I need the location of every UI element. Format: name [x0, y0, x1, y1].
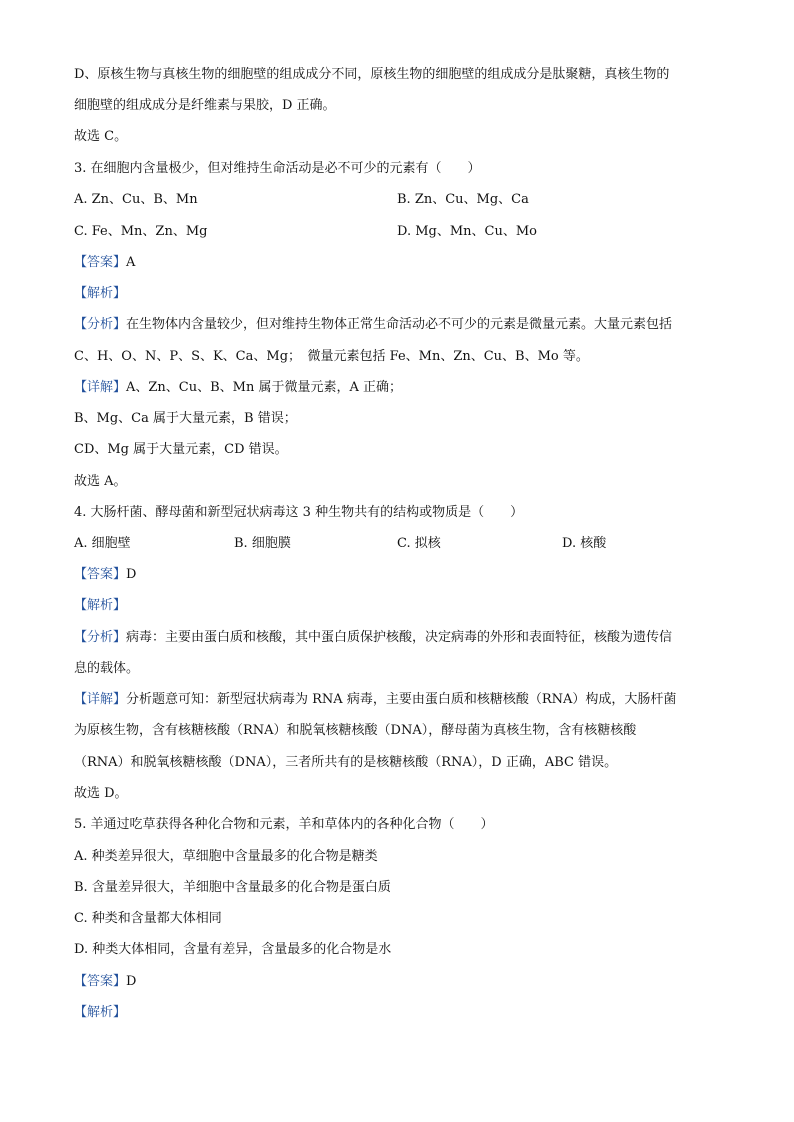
q3-conclusion: 故选 A。 — [74, 474, 127, 489]
answer-tag: 【答案】 — [74, 974, 127, 989]
q3-options-row1 — [74, 191, 724, 209]
q3-option-c: C. Fe、Mn、Zn、Mg — [74, 224, 208, 239]
q4-xiangjie — [74, 691, 724, 709]
q4-stem: 4. 大肠杆菌、酵母菌和新型冠状病毒这 3 种生物共有的结构或物质是（ ） — [74, 505, 524, 520]
q3-fenxi-text: 在生物体内含量较少，但对维持生物体正常生命活动必不可少的元素是微量元素。大量元素包括 — [126, 317, 673, 332]
q4-xiangjie-cont1: 为原核生物，含有核糖核酸（RNA）和脱氧核糖核酸（DNA），酵母菌为真核生物，含有核糖核酸 — [74, 723, 637, 738]
q4-analysis-heading — [74, 597, 724, 615]
q4-answer — [74, 566, 724, 584]
fenxi-tag: 【分析】 — [74, 317, 127, 332]
q4-xiangjie-text: 分析题意可知：新型冠状病毒为 RNA 病毒，主要由蛋白质和核糖核酸（RNA）构成，大肠杆菌 — [126, 692, 677, 707]
q3-options-row2 — [74, 223, 724, 241]
analysis-tag: 【解析】 — [74, 1005, 127, 1020]
q5-option-d: D. 种类大体相同，含量有差异，含量最多的化合物是水 — [74, 942, 392, 957]
q3-option-a: A. Zn、Cu、B、Mn — [74, 192, 198, 207]
q3-fenxi-cont: C、H、O、N、P、S、K、Ca、Mg； 微量元素包括 Fe、Mn、Zn、Cu、B、Mo 等。 — [74, 349, 589, 364]
q4-fenxi-cont: 息的载体。 — [74, 661, 140, 676]
q5-answer — [74, 973, 724, 991]
q4-xiangjie-cont2: （RNA）和脱氧核糖核酸（DNA），三者所共有的是核糖核酸（RNA），D 正确，ABC 错误。 — [74, 755, 618, 770]
answer-tag: 【答案】 — [74, 255, 127, 270]
q4-fenxi-text: 病毒：主要由蛋白质和核酸，其中蛋白质保护核酸，决定病毒的外形和表面特征，核酸为遗传信 — [126, 630, 673, 645]
xiangjie-tag: 【详解】 — [74, 692, 127, 707]
analysis-tag: 【解析】 — [74, 286, 127, 301]
q5-answer-value: D — [126, 974, 137, 989]
q4-option-d: D. 核酸 — [562, 536, 607, 551]
q2-conclusion: 故选 C。 — [74, 129, 128, 144]
q4-option-b: B. 细胞膜 — [234, 536, 291, 551]
q3-analysis-heading — [74, 285, 724, 303]
q3-xiangjie — [74, 379, 724, 397]
q3-option-b: B. Zn、Cu、Mg、Ca — [397, 192, 529, 207]
q5-analysis-heading — [74, 1004, 724, 1022]
q5-option-a: A. 种类差异很大，草细胞中含量最多的化合物是糖类 — [74, 849, 378, 864]
fenxi-tag: 【分析】 — [74, 630, 127, 645]
answer-tag: 【答案】 — [74, 567, 127, 582]
q3-xiangjie-text: A、Zn、Cu、B、Mn 属于微量元素，A 正确； — [126, 380, 403, 395]
q4-option-a: A. 细胞壁 — [74, 536, 131, 551]
q3-xiangjie-cd: CD、Mg 属于大量元素，CD 错误。 — [74, 442, 288, 457]
q5-stem: 5. 羊通过吃草获得各种化合物和元素，羊和草体内的各种化合物（ ） — [74, 817, 494, 832]
q3-xiangjie-b: B、Mg、Ca 属于大量元素，B 错误； — [74, 411, 297, 426]
q3-stem: 3. 在细胞内含量极少，但对维持生命活动是必不可少的元素有（ ） — [74, 161, 481, 176]
q3-fenxi — [74, 316, 724, 334]
q4-answer-value: D — [126, 567, 137, 582]
xiangjie-tag: 【详解】 — [74, 380, 127, 395]
q4-option-c: C. 拟核 — [397, 536, 441, 551]
q4-conclusion: 故选 D。 — [74, 786, 128, 801]
q4-options — [74, 535, 724, 553]
q3-answer — [74, 254, 724, 272]
q3-option-d: D. Mg、Mn、Cu、Mo — [397, 224, 537, 239]
q2-option-d-explanation-cont: 细胞壁的组成成分是纤维素与果胶，D 正确。 — [74, 98, 336, 113]
q3-answer-value: A — [126, 255, 136, 270]
q5-option-b: B. 含量差异很大，羊细胞中含量最多的化合物是蛋白质 — [74, 880, 391, 895]
q2-option-d-explanation: D、原核生物与真核生物的细胞壁的组成成分不同，原核生物的细胞壁的组成成分是肽聚糖，真核生物的 — [74, 67, 670, 82]
q5-option-c: C. 种类和含量都大体相同 — [74, 911, 222, 926]
analysis-tag: 【解析】 — [74, 598, 127, 613]
q4-fenxi — [74, 629, 724, 647]
